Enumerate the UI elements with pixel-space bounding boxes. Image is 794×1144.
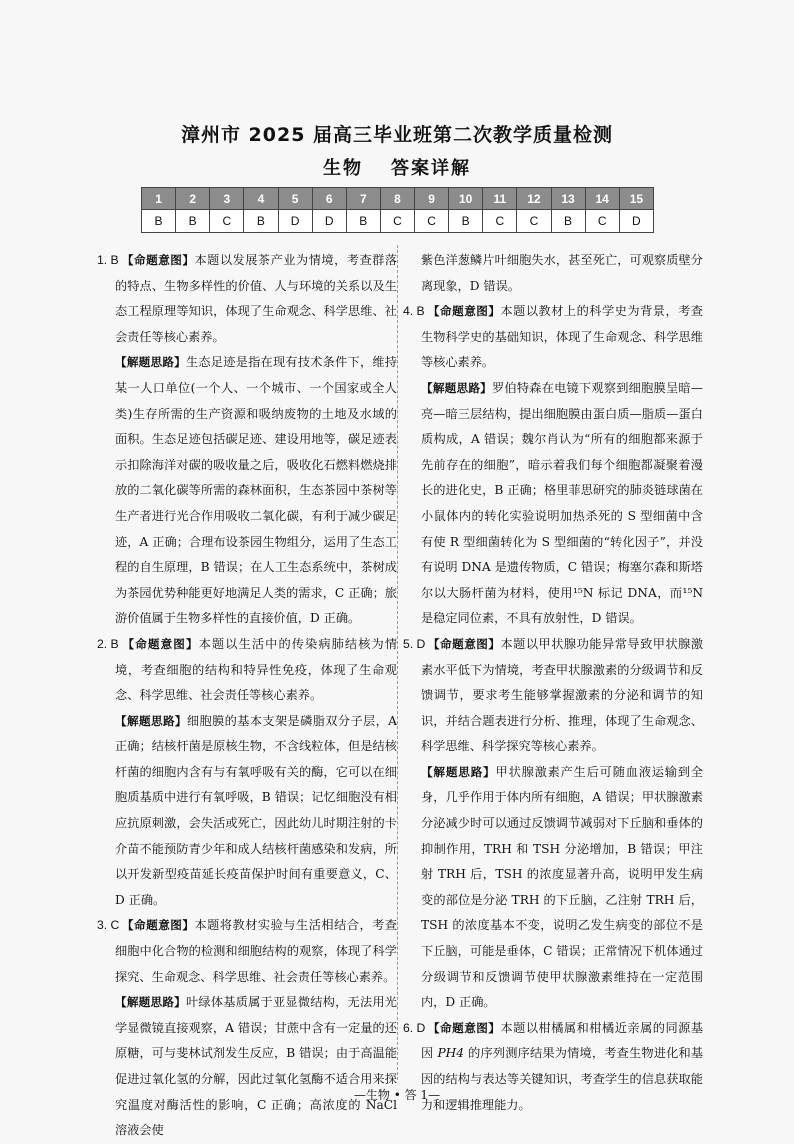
answer-key-table [141,187,654,233]
approach-text: 叶绿体基质属于亚显微结构，无法用光学显微镜直接观察，A 错误；甘蔗中含有一定量的还原糖，可与斐林试剂发生反应，B 错误；由于高温能促进过氧化氢的分解，因此过氧化氢酶不适合用来探究温度对酶活性的影响，C 正确；高浓度的 NaCl 溶液会使 [115,995,397,1138]
approach-text: 甲状腺激素产生后可随血液运输到全身，几乎作用于体内所有细胞，A 错误；甲状腺激素分泌减少时可以通过反馈调节减弱对下丘脑和垂体的抑制作用，TRH 和 TSH 分泌增加，B 错误；甲注射 TRH 后，TSH 的浓度显著升高，说明甲发生病变的部位是分泌 TRH 的下丘脑，乙注射 TRH 后，TSH 的浓度基本不变，说明乙发生病变的部位不是下丘脑，可能是垂体，C 错误；正常情况下机体通过分级调节和反馈调节使甲状腺激素维持在一定范围内，D 正确。 [421,764,703,1010]
intent-text: 本题将教材实验与生活相结合，考查细胞中化合物的检测和细胞结构的观察，体现了科学探究、生命观念、科学思维、社会责任等核心素养。 [115,918,398,984]
question-number: 5 [278,188,312,210]
answer-cell: B [142,210,176,233]
question-5-approach [421,760,703,1016]
left-column [97,248,397,1144]
approach-tag: 【解题思路】 [115,995,186,1010]
question-2-answer: 2. B [97,636,119,651]
question-number: 10 [449,188,483,210]
question-number: 3 [210,188,244,210]
answer-cell: D [278,210,312,233]
question-4-explanation [403,299,703,632]
intent-tag: 【命题意图】 [128,636,199,651]
column-divider [397,245,398,1080]
answer-cell: C [210,210,244,233]
question-number: 15 [619,188,653,210]
intent-text-b: 的序列测序结果为情境，考查生物进化和基因的结构与表达等关键知识，考查学生的信息获取能力和逻辑推理能力。 [421,1046,704,1112]
question-3-approach [115,990,397,1144]
question-1-approach [115,350,397,632]
answer-cell: B [244,210,278,233]
page-footer: —生物 • 答 1— [353,1088,441,1102]
answer-cell: B [176,210,210,233]
intent-tag: 【命题意图】 [433,1020,501,1035]
question-number: 1 [142,188,176,210]
question-number: 4 [244,188,278,210]
question-5-explanation [403,632,703,1016]
question-2-approach [115,709,397,914]
answer-cell: C [415,210,449,233]
question-number: 2 [176,188,210,210]
question-number: 8 [380,188,414,210]
approach-text: 罗伯特森在电镜下观察到细胞膜呈暗—亮—暗三层结构，提出细胞膜由蛋白质—脂质—蛋白质构成，A 错误；魏尔肖认为“所有的细胞都来源于先前存在的细胞”，暗示着我们每个细胞都凝聚着漫长的进化史，B 正确；格里菲思研究的肺炎链球菌在小鼠体内的转化实验说明加热杀死的 S 型细菌中含有使 R 型细菌转化为 S 型细菌的“转化因子”，并没有说明 DNA 是遗传物质，C 错误；梅塞尔森和斯塔尔以大肠杆菌为材料，使用¹⁵N 标记 DNA，而¹⁵N 是稳定同位素，不具有放射性，D 错误。 [421,380,703,626]
gene-name: PH4 [437,1046,465,1061]
intent-tag: 【命题意图】 [433,636,501,651]
answer-cell: D [312,210,346,233]
answer-cell: C [483,210,517,233]
question-6-answer: 6. D [403,1020,426,1035]
question-5-intent [421,632,703,760]
answer-cell: B [346,210,380,233]
intent-text: 本题以教材上的科学史为背景，考查生物科学史的基础知识，体现了生命观念、科学思维等核心素养。 [421,304,704,370]
question-4-approach [421,376,703,632]
question-number: 7 [346,188,380,210]
approach-text: 细胞膜的基本支架是磷脂双分子层，A 正确；结核杆菌是原核生物，不含线粒体，但是结核杆菌的细胞内含有与有氧呼吸有关的酶，它可以在细胞质基质中进行有氧呼吸，B 错误；记忆细胞没有相应抗原刺激，会失活或死亡，因此幼儿时期注射的卡介苗不能预防青少年和成人结核杆菌感染和发病，所以开发新型疫苗延长疫苗保护时间有重要意义，C、D 正确。 [115,713,397,907]
right-column [403,248,703,1118]
intent-text: 本题以生活中的传染病肺结核为情境，考查细胞的结构和特异性免疫，体现了生命观念、科学思维、社会责任等核心素养。 [115,636,398,703]
question-4-answer: 4. B [403,304,425,319]
question-number: 12 [517,188,551,210]
question-number: 13 [551,188,585,210]
page-title: 漳州市 2025 届高三毕业班第二次教学质量检测 [180,124,614,146]
approach-tag: 【解题思路】 [115,355,186,370]
question-number: 9 [415,188,449,210]
question-3-answer: 3. C [97,918,120,933]
question-1-answer: 1. B [97,253,119,267]
question-1-explanation [97,248,397,632]
intent-tag: 【命题意图】 [127,253,195,267]
page-subtitle [0,154,794,180]
answer-cell: C [585,210,619,233]
intent-tag: 【命题意图】 [433,304,501,319]
question-5-answer: 5. D [403,636,426,651]
question-3-intent [115,913,397,990]
question-2-intent [115,632,397,709]
question-1-intent [115,248,397,350]
question-3-explanation [97,913,397,1143]
subtitle-label: 答案详解 [391,158,471,179]
intent-text: 本题以发展茶产业为情境，考查群落的特点、生物多样性的价值、人与环境的关系以及生态工程原理等知识，体现了生命观念、科学思维、社会责任等核心素养。 [115,253,398,344]
answer-cell: B [449,210,483,233]
question-2-explanation [97,632,397,914]
answer-cell: D [619,210,653,233]
question-number-row [142,188,654,210]
answer-cell: C [517,210,551,233]
subject-label: 生物 [323,158,363,179]
intent-text: 本题以甲状腺功能异常导致甲状腺激素水平低下为情境，考查甲状腺激素的分级调节和反馈调节，要求考生能够掌握激素的分泌和调节的知识，并结合题表进行分析、推理，体现了生命观念、科学思维、科学探究等核心素养。 [421,636,704,754]
question-4-intent [421,299,703,376]
question-number: 6 [312,188,346,210]
answer-cell: C [380,210,414,233]
approach-tag: 【解题思路】 [115,713,187,728]
question-3-continuation: 紫色洋葱鳞片叶细胞失水，甚至死亡，可观察质壁分离现象，D 错误。 [421,253,703,293]
answer-row [142,210,654,233]
intent-text-a: 本题以柑橘属和柑橘近亲属的同源基因 [421,1020,704,1061]
approach-tag: 【解题思路】 [421,764,496,779]
approach-text: 生态足迹是指在现有技术条件下，维持某一人口单位(一个人、一个城市、一个国家或全人类)生存所需的生产资源和吸纳废物的土地及水域的面积。生态足迹包括碳足迹、建设用地等，碳足迹表示扣除海洋对碳的吸收量之后，吸收化石燃料燃烧排放的二氧化碳等所需的森林面积，生态茶园中茶树等生产者进行光合作用吸收二氧化碳，有利于减少碳足迹，A 正确；合理布设茶园生物组分，运用了生态工程的自生原理，B 错误；在人工生态系统中，茶树成为茶园优势种能更好地满足人类的需求，C 正确；旅游价值属于生物多样性的直接价值，D 正确。 [115,355,397,626]
question-number: 14 [585,188,619,210]
question-number: 11 [483,188,517,210]
answer-cell: B [551,210,585,233]
intent-tag: 【命题意图】 [127,918,195,933]
approach-tag: 【解题思路】 [421,380,492,395]
